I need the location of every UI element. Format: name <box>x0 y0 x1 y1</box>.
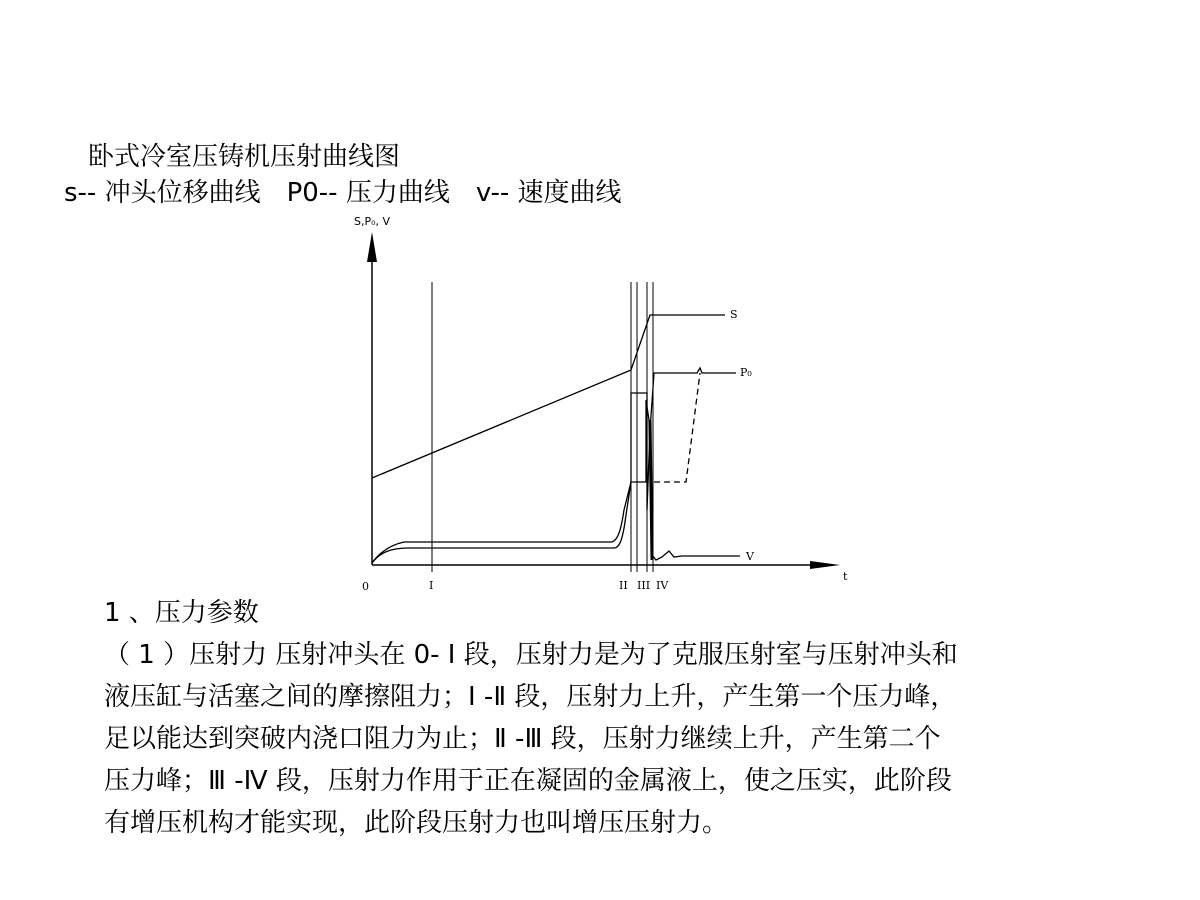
v-curve-label: V <box>746 550 754 563</box>
stage-label-2: II <box>619 579 628 592</box>
y-axis-arrow <box>367 232 377 262</box>
paragraph-line-2: 液压缸与活塞之间的摩擦阻力；Ⅰ -Ⅱ 段，压射力上升，产生第一个压力峰， <box>104 682 957 712</box>
paragraph-line-1: （ 1 ）压射力 压射冲头在 0- Ⅰ 段，压射力是为了克服压射室与压射冲头和 <box>104 640 958 670</box>
v-spike <box>650 420 652 560</box>
origin-label: 0 <box>362 580 369 593</box>
stage-label-1: I <box>429 579 434 592</box>
stage-label-3: III <box>637 579 651 592</box>
legend-s: s-- 冲头位移曲线 <box>64 178 261 208</box>
p0-curve-label: P₀ <box>740 366 752 379</box>
y-axis-label: S,P₀, V <box>354 215 391 228</box>
paragraph-line-3: 足以能达到突破内浇口阻力为止；Ⅱ -Ⅲ 段，压射力继续上升，产生第二个 <box>104 724 941 754</box>
legend-v: v-- 速度曲线 <box>475 178 622 208</box>
paragraph-line-4: 压力峰；Ⅲ -Ⅳ 段，压射力作用于正在凝固的金属液上，使之压实，此阶段 <box>104 766 952 796</box>
paragraph-line-5: 有增压机构才能实现，此阶段压射力也叫增压压射力。 <box>104 808 729 838</box>
section-heading: 1 、压力参数 <box>104 598 259 628</box>
p0-curve <box>372 368 736 563</box>
stage-label-4: IV <box>656 579 669 592</box>
s-curve-label: S <box>730 308 738 321</box>
x-axis-label: t <box>843 570 848 583</box>
s-curve <box>372 315 725 478</box>
pressure-parameters-section <box>104 592 1104 844</box>
legend-p0: P0-- 压力曲线 <box>286 178 450 208</box>
x-axis-arrow <box>810 561 840 569</box>
p0-dashed-branch <box>654 373 700 482</box>
diagram-title: 卧式冷室压铸机压射曲线图 <box>88 142 401 172</box>
